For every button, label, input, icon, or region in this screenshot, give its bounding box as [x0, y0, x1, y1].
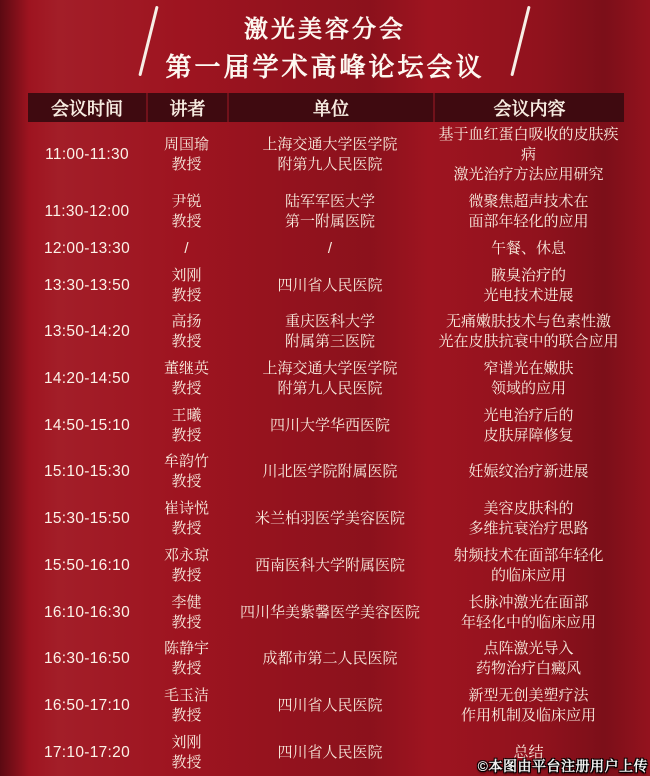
session-topic	[433, 499, 624, 539]
speaker-degree: 教授	[171, 660, 202, 678]
column-header-speaker: 讲者	[146, 93, 227, 122]
organization-line1: /	[327, 239, 333, 257]
table-row	[28, 542, 624, 589]
organization-line2: 附第九人民医院	[277, 379, 383, 397]
organization-line1: 四川省人民医院	[277, 276, 383, 294]
speaker-name: 陈静宇	[163, 640, 209, 658]
conference-title-line1: 激光美容分会	[244, 16, 406, 43]
session-time: 13:30-13:50	[43, 276, 131, 294]
session-topic	[433, 239, 624, 259]
session-speaker	[146, 135, 227, 175]
speaker-degree: 教授	[171, 379, 202, 397]
session-topic	[433, 406, 624, 446]
table-row	[28, 262, 624, 309]
table-header-row	[28, 93, 624, 122]
organization-line2: 附属第三医院	[284, 333, 375, 351]
organization-line1: 四川省人民医院	[277, 696, 383, 714]
table-row	[28, 402, 624, 449]
session-time: 16:50-17:10	[43, 696, 131, 714]
topic-line2: 光电技术进展	[483, 286, 574, 304]
session-speaker	[146, 312, 227, 352]
session-topic	[433, 192, 624, 232]
session-time: 15:50-16:10	[43, 556, 131, 574]
topic-line1: 窄谱光在嫩肤	[483, 359, 574, 377]
speaker-degree: 教授	[171, 706, 202, 724]
session-time: 15:10-15:30	[43, 463, 131, 481]
topic-line2: 激光治疗方法应用研究	[453, 166, 604, 184]
speaker-name: 尹锐	[171, 193, 202, 211]
session-time: 17:10-17:20	[43, 743, 131, 761]
session-speaker	[146, 733, 227, 773]
organization-line1: 米兰柏羽医学美容医院	[254, 510, 405, 528]
topic-line1: 午餐、休息	[490, 239, 566, 257]
session-organization	[227, 509, 433, 529]
session-topic	[433, 266, 624, 306]
organization-line1: 西南医科大学附属医院	[254, 556, 405, 574]
speaker-name: 董继英	[163, 359, 209, 377]
session-topic	[433, 312, 624, 352]
topic-line2: 多维抗衰治疗思路	[468, 520, 589, 538]
session-organization	[227, 603, 433, 623]
topic-line2: 作用机制及临床应用	[460, 706, 596, 724]
session-speaker	[146, 639, 227, 679]
speaker-name: 刘刚	[171, 266, 202, 284]
speaker-name: 崔诗悦	[163, 500, 209, 518]
session-speaker	[146, 192, 227, 232]
speaker-name: 毛玉洁	[163, 686, 209, 704]
speaker-degree: 教授	[171, 286, 202, 304]
speaker-name: 邓永琼	[163, 546, 209, 564]
session-organization	[227, 416, 433, 436]
session-speaker	[146, 406, 227, 446]
speaker-name: 周国瑜	[163, 136, 209, 154]
table-row	[28, 122, 624, 189]
session-topic	[433, 462, 624, 482]
topic-line2: 领域的应用	[490, 379, 566, 397]
session-speaker	[146, 239, 227, 259]
speaker-name: 牟韵竹	[163, 453, 209, 471]
topic-line1: 射频技术在面部年轻化	[453, 546, 604, 564]
session-organization	[227, 649, 433, 669]
topic-line2: 皮肤屏障修复	[483, 426, 574, 444]
session-speaker	[146, 266, 227, 306]
session-organization	[227, 743, 433, 763]
speaker-name: /	[184, 239, 189, 257]
speaker-degree: 教授	[171, 613, 202, 631]
topic-line2: 的临床应用	[490, 566, 566, 584]
session-topic	[433, 359, 624, 399]
session-speaker	[146, 499, 227, 539]
session-time: 11:30-12:00	[44, 203, 130, 221]
session-topic	[433, 125, 624, 185]
speaker-degree: 教授	[171, 333, 202, 351]
session-time: 16:10-16:30	[43, 603, 131, 621]
session-time: 15:30-15:50	[43, 510, 131, 528]
topic-line2: 光在皮肤抗衰中的联合应用	[438, 333, 619, 351]
session-time: 14:20-14:50	[43, 369, 131, 387]
topic-line1: 妊娠纹治疗新进展	[468, 463, 589, 481]
topic-line1: 基于血红蛋白吸收的皮肤疾病	[438, 126, 619, 164]
session-organization	[227, 556, 433, 576]
session-speaker	[146, 546, 227, 586]
table-row	[28, 309, 624, 356]
speaker-degree: 教授	[171, 213, 202, 231]
session-organization	[227, 276, 433, 296]
column-header-time: 会议时间	[51, 98, 123, 119]
session-time: 16:30-16:50	[43, 650, 131, 668]
session-topic	[433, 639, 624, 679]
organization-line1: 四川华美紫馨医学美容医院	[239, 603, 420, 621]
speaker-name: 刘刚	[171, 733, 202, 751]
table-row	[28, 189, 624, 236]
topic-line1: 总结	[513, 743, 544, 761]
speaker-name: 李健	[171, 593, 202, 611]
organization-line1: 上海交通大学医学院	[262, 359, 398, 377]
organization-line1: 四川大学华西医院	[269, 416, 390, 434]
organization-line1: 重庆医科大学	[284, 313, 375, 331]
table-row	[28, 636, 624, 683]
organization-line1: 川北医学院附属医院	[262, 463, 398, 481]
session-topic	[433, 686, 624, 726]
topic-line2: 面部年轻化的应用	[468, 213, 589, 231]
session-speaker	[146, 593, 227, 633]
topic-line1: 美容皮肤科的	[483, 500, 574, 518]
session-organization	[227, 312, 433, 352]
topic-line1: 光电治疗后的	[483, 406, 574, 424]
session-organization	[227, 462, 433, 482]
session-speaker	[146, 452, 227, 492]
speaker-name: 王曦	[171, 406, 202, 424]
speaker-degree: 教授	[171, 753, 202, 771]
organization-line2: 附第九人民医院	[277, 156, 383, 174]
session-organization	[227, 239, 433, 259]
organization-line1: 四川省人民医院	[277, 743, 383, 761]
topic-line2: 药物治疗白癜风	[475, 660, 581, 678]
session-time: 12:00-13:30	[43, 239, 131, 257]
column-header-organization: 单位	[227, 93, 433, 122]
speaker-degree: 教授	[171, 520, 202, 538]
organization-line1: 成都市第二人民医院	[262, 650, 398, 668]
topic-line1: 微聚焦超声技术在	[468, 193, 589, 211]
table-row	[28, 235, 624, 262]
session-organization	[227, 359, 433, 399]
session-topic	[433, 593, 624, 633]
session-organization	[227, 696, 433, 716]
conference-title-line2: 第一届学术高峰论坛会议	[165, 52, 485, 82]
organization-line1: 上海交通大学医学院	[262, 136, 398, 154]
topic-line1: 无痛嫩肤技术与色素性激	[445, 313, 611, 331]
speaker-degree: 教授	[171, 156, 202, 174]
table-row	[28, 449, 624, 496]
speaker-degree: 教授	[171, 426, 202, 444]
table-row	[28, 683, 624, 730]
session-organization	[227, 192, 433, 232]
session-topic	[433, 546, 624, 586]
schedule-table-body	[28, 122, 624, 776]
session-time: 11:00-11:30	[45, 146, 129, 164]
organization-line2: 第一附属医院	[284, 213, 375, 231]
session-organization	[227, 135, 433, 175]
topic-line2: 年轻化中的临床应用	[460, 613, 596, 631]
organization-line1: 陆军军医大学	[284, 193, 375, 211]
table-row	[28, 356, 624, 403]
session-speaker	[146, 359, 227, 399]
speaker-name: 高扬	[171, 313, 202, 331]
column-header-content: 会议内容	[433, 93, 624, 122]
topic-line1: 腋臭治疗的	[490, 266, 566, 284]
session-speaker	[146, 686, 227, 726]
topic-line1: 新型无创美塑疗法	[468, 686, 589, 704]
speaker-degree: 教授	[171, 473, 202, 491]
topic-line1: 长脉冲激光在面部	[468, 593, 589, 611]
title-block	[0, 0, 650, 93]
table-row	[28, 589, 624, 636]
table-row	[28, 496, 624, 543]
session-time: 14:50-15:10	[43, 416, 131, 434]
session-time: 13:50-14:20	[43, 323, 131, 341]
topic-line1: 点阵激光导入	[483, 640, 574, 658]
speaker-degree: 教授	[171, 566, 202, 584]
watermark-text: ©本图由平台注册用户上传	[477, 758, 648, 774]
